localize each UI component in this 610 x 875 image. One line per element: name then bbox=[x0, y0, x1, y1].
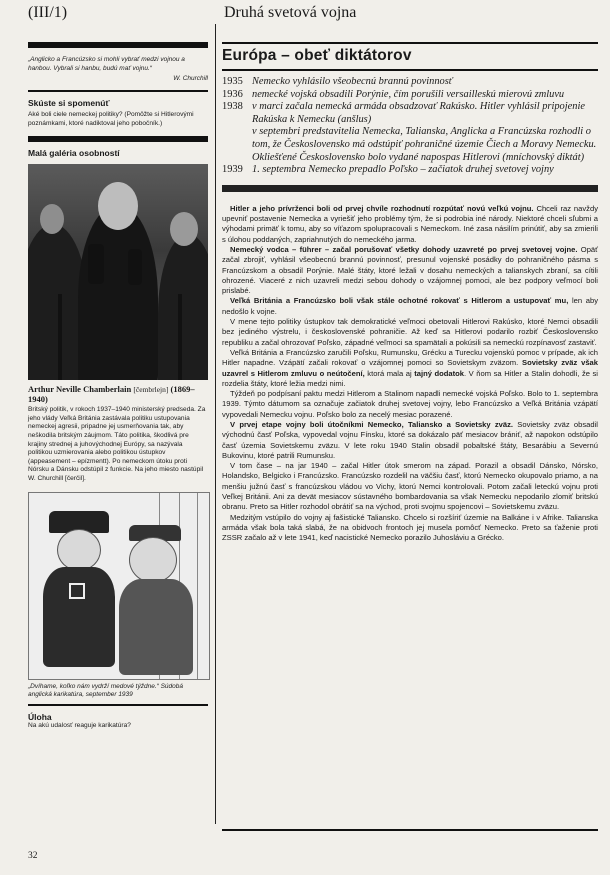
chronology-year bbox=[222, 126, 252, 164]
cartoon-caption: „Dvíhame, koľko nám vydrží medové týždne.“ Súdobá anglická karikatúra, september 1939 bbox=[28, 682, 184, 698]
try-text: Aké boli ciele nemeckej politiky? (Pomôžte si Hitlerovými poznámkami, ktoré nadiktoval jeho pobočník.) bbox=[28, 111, 194, 127]
sidebar-top-bar bbox=[28, 42, 208, 48]
article-body bbox=[222, 204, 598, 544]
article-paragraph: Veľká Británia a Francúzsko zaručili Poľsku, Rumunsku, Grécku a Turecku vojenskú pomoc v prípade, ak ich Hitler napadne. Vzápätí začali rokovať o vzájomnej pomoci so Sovietskym zväzom. Sovietsky zväz však uzavrel s Hitlerom zmluvu o neútočení, ktorá mala aj tajný dodatok. V ňom sa Hitler a Stalin dohodli, že si rozdelia štáty, ktoré ležia medzi nimi. bbox=[222, 347, 598, 388]
article-paragraph: V mene tejto politiky ústupkov tak demokratické veľmoci obetovali Hitlerovi Rakúsko, ktoré Nemci obsadili bez jediného výstrelu, i československé pohraničie. Až keď sa Hitlerovi podarilo rozbiť Československo republiku a začal ohrozovať Poľsko, západné veľmoci sa spamätali a pokúsili sa nemeckú rozpínavosť zastaviť. bbox=[222, 317, 598, 347]
bottom-rule bbox=[222, 829, 598, 831]
chronology-year: 1938 bbox=[222, 101, 243, 113]
article-paragraph: V prvej etape vojny boli útočníkmi Nemecko, Taliansko a Sovietsky zväz. Sovietsky zväz obsadil východnú časť Poľska, vypovedal vojnu Fínsku, ktoré sa dokázalo päť mesiacov brániť, až napokon odstúpilo časť územia Sovietskemu zväzu. V lete roku 1940 Stalin obsadil pobaltské štáty, Besarábiu a Severnú Bukovinu, ktoré patrili Rumunsku. bbox=[222, 419, 598, 460]
political-cartoon bbox=[28, 492, 210, 680]
article-paragraph: Hitler a jeho prívrženci boli od prvej chvíle rozhodnutí rozpútať novú veľkú vojnu. Chceli raz navždy upevniť postavenie Nemecka a vyriešiť jeho problémy tým, že si podrobia iné národy. Niektoré chceli sľubmi a výhodami primäť k tomu, aby so víťazom spolupracovali s Nemeckom. Iné zasa násilím prinútiť, aby sa zmierili s úlohou poddaných, zapriahnutých do nemeckého jarma. bbox=[222, 203, 598, 244]
article-paragraph: Nemecký vodca – führer – začal porušovať všetky dohody uzavreté po prvej svetovej vojne. Opäť začal zbrojiť, vyhlásil všeobecnú brannú povinnosť, presunul vojenské posádky do pohraničného pásma s Francúzskom a obsadil Porýnie. Malé štáty, ktoré ležali v dosahu nemeckých a talianskych zbraní, sa cítili ohrozené. Viaceré z nich uzavreli medzi sebou dohody o vzájomnej pomoci, ale bez podpory veľmocí boli prislabé. bbox=[222, 244, 599, 296]
person-bio: Britský politik, v rokoch 1937–1940 ministerský predseda. Za jeho vlády Veľká Británia zastávala politiku ustupovania nemeckej agresii, pripadne jej usmerňovania tak, aby neškodila britským záujmom. Táto politika, škodlivá pre krajiny strednej a juhovýchodnej Európy, sa nazývala politikou uzmierovania alebo politikou ústupkov (appeasement – epízmentt). Po nemeckom útoku proti Nórsku a Dánsku odstúpil z funkcie. Na jeho miesto nastúpil W. Churchill [čerčil]. bbox=[28, 406, 206, 482]
gallery-title: Malá galéria osobností bbox=[28, 148, 120, 159]
chronology-text: v marci začala nemecká armáda obsadzovať Rakúsko. Hitler vyhlásil pripojenie Rakúska k Nemecku (anšlus) bbox=[252, 101, 585, 125]
churchill-quote: „Anglicko a Francúzsko si mohli vybrať medzi vojnou a hanbou. Vybrali si hanbu, budú mať vojnu.“ bbox=[28, 56, 185, 72]
article-paragraph: Veľká Británia a Francúzsko boli však stále ochotné rokovať s Hitlerom a ustupovať mu, len aby nedošlo k vojne. bbox=[222, 296, 598, 316]
chronology-row bbox=[222, 76, 598, 89]
chapter-label: (III/1) bbox=[28, 4, 68, 21]
task-title: Úloha bbox=[28, 711, 52, 722]
section-label: Druhá svetová vojna bbox=[224, 4, 357, 21]
title-box bbox=[222, 42, 598, 71]
chamberlain-photo bbox=[28, 164, 208, 380]
chronology bbox=[222, 76, 598, 177]
try-title: Skúste si spomenúť bbox=[28, 98, 110, 108]
divider bbox=[28, 90, 208, 92]
chronology-row bbox=[222, 101, 598, 126]
chronology-year: 1935 bbox=[222, 76, 243, 87]
chronology-year: 1936 bbox=[222, 88, 243, 100]
divider bbox=[28, 704, 208, 706]
swastika-icon bbox=[69, 583, 85, 599]
chronology-text: v septembri predstavitelia Nemecka, Talianska, Anglicka a Francúzska rozhodli o tom, že Československo má odstúpiť pohraničné územie Čiech a Moravy Nemecku. Okliešťené Československo bolo vydané napospas Hitlerovi (mníchovský diktát) bbox=[252, 126, 597, 163]
person-pronunciation: [čembrlejn] bbox=[133, 385, 169, 395]
column-divider bbox=[215, 24, 216, 824]
article-paragraph: V tom čase – na jar 1940 – začal Hitler útok smerom na západ. Porazil a obsadil Dánsko, Nórsko, Holandsko, Belgicko i Francúzsko. Francúzsko rozdelil na väčšiu časť, ktorú Nemecko okupovalo priamo, a na menšiu južnú časť s francúzskou vládou vo Vichy, ktorú Nemci kontrolovali. Potom začali leteckú vojnu proti Veľkej Británii. Ani za devät mesiacov sústavného bombardovania sa však Nemecku nepodarilo zlomiť britskú obranu. Preto sa Hitler rozhodol obrátiť sa na východ, proti svojmu spojencovi – Sovietskemu zväzu. bbox=[222, 461, 598, 512]
person-caption bbox=[28, 384, 208, 404]
chronology-text: nemecké vojská obsadili Porýnie, čím porušili versailleskú mierovú zmluvu bbox=[252, 88, 565, 100]
chronology-year: 1939 bbox=[222, 164, 243, 176]
quote-author: W. Churchill bbox=[173, 75, 208, 82]
person-name: Arthur Neville Chamberlain bbox=[28, 384, 132, 395]
chronology-row bbox=[222, 164, 598, 177]
task-text: Na akú udalosť reaguje karikatúra? bbox=[28, 721, 131, 729]
chronology-text: 1. septembra Nemecko prepadlo Poľsko – začiatok druhej svetovej vojny bbox=[252, 164, 554, 176]
person-years: (1869–1940) bbox=[28, 384, 195, 405]
page-number: 32 bbox=[28, 851, 38, 861]
article-paragraph: Medzitým vstúpilo do vojny aj fašistické Taliansko. Chcelo si rozšíriť územie na Balkáne i v Afrike. Talianska armáda však bola taká slabá, že na obidvoch frontoch jej musela pomôcť Nemecko. Preto sa ťaženie proti ZSSR začalo až v lete 1941, keď nacistické Nemecko porazilo Juhosláviu a Grécko. bbox=[222, 512, 598, 543]
chronology-row bbox=[222, 89, 598, 102]
sidebar bbox=[28, 42, 208, 730]
article-paragraph: Týždeň po podpísaní paktu medzi Hitlerom a Stalinom napadli nemecké vojská Poľsko. Bolo to 1. septembra 1939. Týmto dátumom sa označuje začiatok druhej svetovej vojny, lebo Francúzsko a Veľká Británia vzápätí vypovedali Nemecku vojnu. Poľsko bolo za necelý mesiac porazené. bbox=[222, 389, 598, 419]
chronology-row bbox=[222, 126, 598, 164]
page-title: Európa – obeť diktátorov bbox=[222, 47, 412, 64]
chronology-divider bbox=[222, 185, 598, 192]
divider-bar bbox=[28, 136, 208, 142]
main-column bbox=[222, 42, 598, 544]
page-header bbox=[28, 4, 592, 22]
chronology-text: Nemecko vyhlásilo všeobecnú brannú povinnosť bbox=[252, 76, 453, 87]
